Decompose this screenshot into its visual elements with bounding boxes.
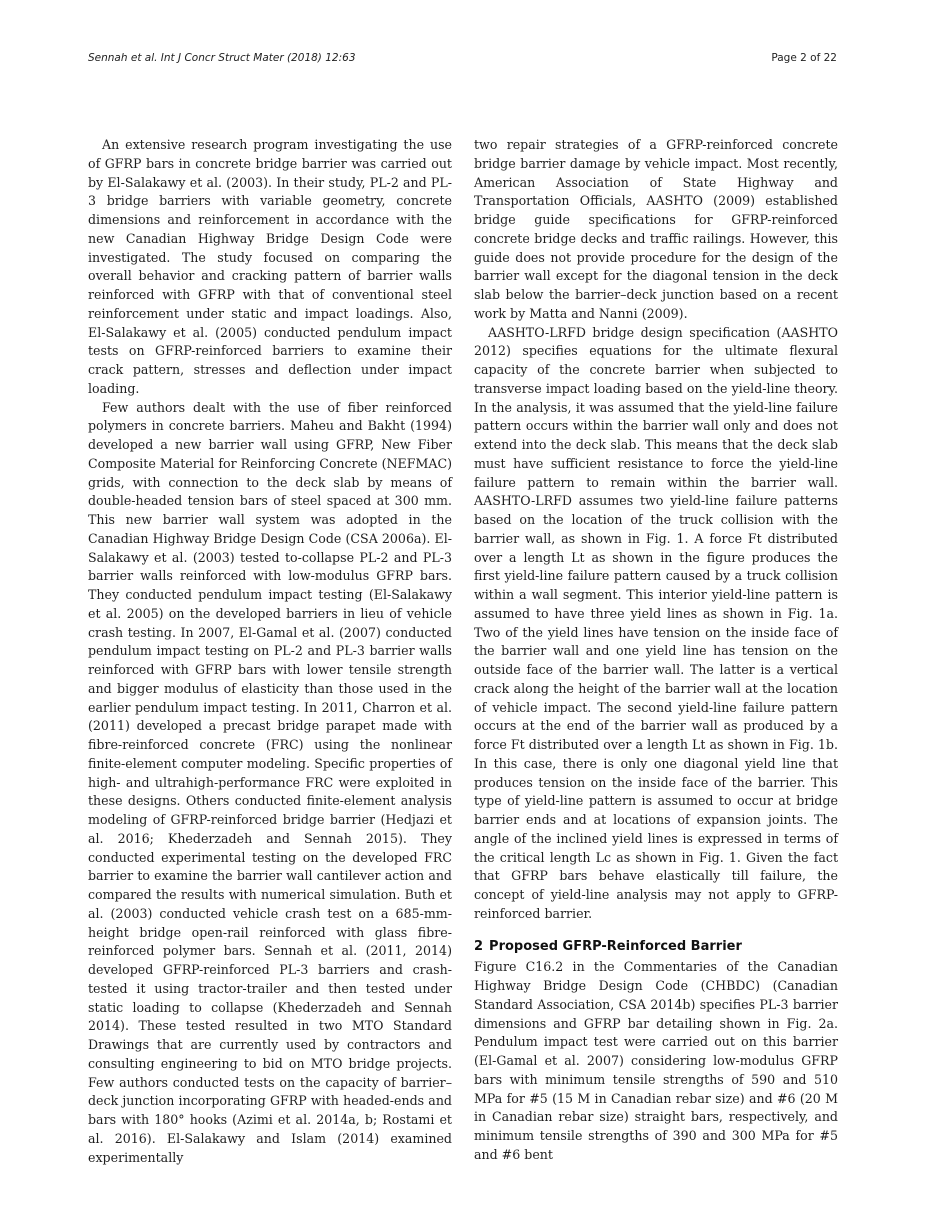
- section-heading: [474, 938, 838, 957]
- running-head: [88, 52, 837, 64]
- page-number: Page 2 of 22: [771, 52, 837, 64]
- section-title: Proposed GFRP-Reinforced Barrier: [489, 938, 742, 954]
- section-number: 2: [474, 938, 484, 954]
- right-column: [474, 136, 838, 1165]
- paragraph-continuation: two repair strategies of a GFRP-reinforced concrete bridge barrier damage by vehicle impact. Most recently, American Association of State Highway and Transportation Officials, AASHTO (2009) established bridge guide specifications for GFRP-reinforced concrete bridge decks and traffic railings. However, this guide does not provide procedure for the design of the barrier wall except for the diagonal tension in the deck slab below the barrier–deck junction based on a recent work by Matta and Nanni (2009).: [474, 137, 838, 321]
- left-column: [88, 136, 452, 1167]
- paragraph-frp-barriers: Few authors dealt with the use of fiber reinforced polymers in concrete barriers. Maheu and Bakht (1994) developed a new barrier wall using GFRP, New Fiber Composite Material for Reinforcing Concrete (NEFMAC) grids, with connection to the deck slab by means of double-headed tension bars of steel spaced at 300 mm. This new barrier wall system was adopted in the Canadian Highway Bridge Design Code (CSA 2006a). El-Salakawy et al. (2003) tested to-collapse PL-2 and PL-3 barrier walls reinforced with low-modulus GFRP bars. They conducted pendulum impact testing (El-Salakawy et al. 2005) on the developed barriers in lieu of vehicle crash testing. In 2007, El-Gamal et al. (2007) conducted pendulum impact testing on PL-2 and PL-3 barrier walls reinforced with GFRP bars with lower tensile strength and bigger modulus of elasticity than those used in the earlier pendulum impact testing. In 2011, Charron et al. (2011) developed a precast bridge parapet made with fibre-reinforced concrete (FRC) using the nonlinear finite-element computer modeling. Specific properties of high- and ultrahigh-performance FRC were exploited in these designs. Others conducted finite-element analysis modeling of GFRP-reinforced bridge barrier (Hedjazi et al. 2016; Khederzadeh and Sennah 2015). They conducted experimental testing on the developed FRC barrier to examine the barrier wall cantilever action and compared the results with numerical simulation. Buth et al. (2003) conducted vehicle crash test on a 685-mm-height bridge open-rail reinforced with glass fibre-reinforced polymer bars. Sennah et al. (2011, 2014) developed GFRP-reinforced PL-3 barriers and crash-tested it using tractor-trailer and then tested under static loading to collapse (Khederzadeh and Sennah 2014). These tested resulted in two MTO Standard Drawings that are currently used by contractors and consulting engineering to bid on MTO bridge projects. Few authors conducted tests on the capacity of barrier–deck junction incorporating GFRP with headed-ends and bars with 180° hooks (Azimi et al. 2014a, b; Rostami et al. 2016). El-Salakawy and Islam (2014) examined experimentally: [88, 399, 452, 1165]
- paragraph-proposed-barrier: Figure C16.2 in the Commentaries of the Canadian Highway Bridge Design Code (CHBDC) (Canadian Standard Association, CSA 2014b) specifies PL-3 barrier dimensions and GFRP bar detailing shown in Fig. 2a. Pendulum impact test were carried out on this barrier (El-Gamal et al. 2007) considering low-modulus GFRP bars with minimum tensile strengths of 590 and 510 MPa for #5 (15 M in Canadian rebar size) and #6 (20 M in Canadian rebar size) straight bars, respectively, and minimum tensile strengths of 390 and 300 MPa for #5 and #6 bent: [474, 959, 838, 1162]
- paragraph-research-program: An extensive research program investigating the use of GFRP bars in concrete bridge barrier was carried out by El-Salakawy et al. (2003). In their study, PL-2 and PL-3 bridge barriers with variable geometry, concrete dimensions and reinforcement in accordance with the new Canadian Highway Bridge Design Code were investigated. The study focused on comparing the overall behavior and cracking pattern of barrier walls reinforced with GFRP with that of conventional steel reinforcement under static and impact loadings. Also, El-Salakawy et al. (2005) conducted pendulum impact tests on GFRP-reinforced barriers to examine their crack pattern, stresses and deflection under impact loading.: [88, 137, 452, 396]
- journal-citation: Sennah et al. Int J Concr Struct Mater (2018) 12:63: [88, 52, 356, 64]
- paragraph-aashto-lrfd: AASHTO-LRFD bridge design specification (AASHTO 2012) specifies equations for the ultimate flexural capacity of the concrete barrier when subjected to transverse impact loading based on the yield-line theory. In the analysis, it was assumed that the yield-line failure pattern occurs within the barrier wall only and does not extend into the deck slab. This means that the deck slab must have sufficient resistance to force the yield-line failure pattern to remain within the barrier wall. AASHTO-LRFD assumes two yield-line failure patterns based on the location of the truck collision with the barrier wall, as shown in Fig. 1. A force Ft distributed over a length Lt as shown in the figure produces the first yield-line failure pattern caused by a truck collision within a wall segment. This interior yield-line pattern is assumed to have three yield lines as shown in Fig. 1a. Two of the yield lines have tension on the inside face of the barrier wall and one yield line has tension on the outside face of the barrier wall. The latter is a vertical crack along the height of the barrier wall at the location of vehicle impact. The second yield-line failure pattern occurs at the end of the barrier wall as produced by a force Ft distributed over a length Lt as shown in Fig. 1b. In this case, there is only one diagonal yield line that produces tension on the inside face of the barrier. This type of yield-line pattern is assumed to occur at bridge barrier ends and at locations of expansion joints. The angle of the inclined yield lines is expressed in terms of the critical length Lc as shown in Fig. 1. Given the fact that GFRP bars behave elastically till failure, the concept of yield-line analysis may not apply to GFRP-reinforced barrier.: [474, 324, 838, 921]
